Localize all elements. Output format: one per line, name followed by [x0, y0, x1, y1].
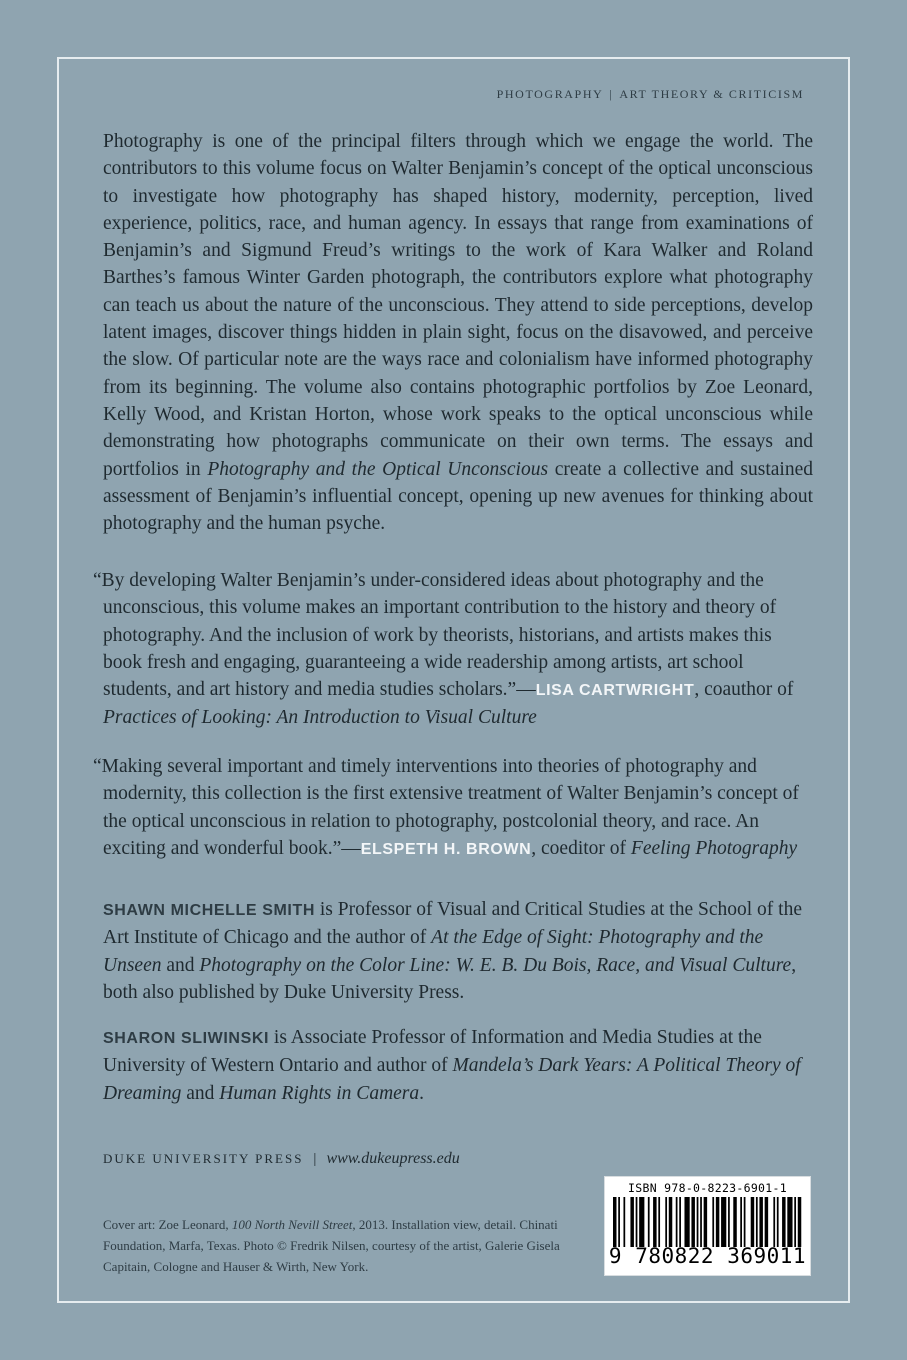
description-text-2: create a collective and sustained assessment of Benjamin’s influential concept, opening up new avenues for thinking about photography and the human psyche. [103, 458, 814, 535]
barcode-bar [756, 1197, 758, 1247]
barcode-bar [704, 1197, 707, 1247]
barcode-bar [639, 1197, 644, 1247]
category-art-theory: ART THEORY & CRITICISM [619, 87, 804, 101]
barcode-bar [712, 1197, 714, 1247]
bio-work-1: At the Edge of Sight: Photography and the Unseen [103, 927, 764, 976]
bio-work-1: Mandela’s Dark Years: A Political Theory of Dreaming [103, 1055, 801, 1104]
barcode-bar [636, 1197, 638, 1247]
barcode-bar [721, 1197, 726, 1247]
barcode-bar [782, 1197, 785, 1247]
barcode-bar [684, 1197, 689, 1247]
bio-work-2: Photography on the Color Line: W. E. B. Du Bois, Race, and Visual Culture [199, 954, 792, 976]
publisher-url: www.dukeupress.edu [326, 1150, 460, 1167]
blurb-work-title: Practices of Looking: An Introduction to Visual Culture [103, 707, 537, 729]
bio-text-2: and [181, 1082, 220, 1104]
category-separator: | [609, 87, 614, 101]
barcode-bar [759, 1197, 762, 1247]
bio-sharon-sliwinski [103, 1024, 815, 1107]
category-photography: PHOTOGRAPHY [496, 87, 604, 101]
blurb-cartwright [93, 567, 813, 732]
bio-text-3: , both also published by Duke University Press. [103, 954, 797, 1003]
barcode-bar [630, 1197, 633, 1247]
bio-text-1: is Professor of Visual and Critical Studies at the School of the Art Institute of Chicago and the author of [103, 899, 802, 949]
barcode-bar [751, 1197, 754, 1247]
barcode-bar [773, 1197, 775, 1247]
blurb-paragraph [93, 567, 813, 732]
subject-category [497, 87, 804, 102]
blurb-work-title: Feeling Photography [630, 837, 798, 859]
bio-paragraph [103, 1024, 815, 1107]
barcode-bar [744, 1197, 746, 1247]
publisher-separator: | [313, 1151, 317, 1167]
description-paragraph [103, 128, 813, 537]
credit-work-title: 100 North Nevill Street [231, 1217, 353, 1232]
credit-prefix: Cover art: Zoe Leonard, [103, 1217, 232, 1232]
cover-art-credit [103, 1214, 573, 1277]
barcode-bar [613, 1197, 616, 1247]
book-description [103, 128, 813, 537]
barcode-bar [648, 1197, 650, 1247]
description-text-1: Photography is one of the principal filters through which we engage the world. The contributors to this volume focus on Walter Benjamin’s concept of the optical unconscious to investigate how photography has shaped history, modernity, perception, lived experience, politics, race, and human agency. In essays that range from examinations of Benjamin’s and Sigmund Freud’s writings to the work of Kara Walker and Roland Barthes’s famous Winter Garden photograph, the contributors explore what photography can teach us about the nature of the unconscious. They attend to side perceptions, develop latent images, discover things hidden in plain sight, focus on the disavowed, and perceive the slow. Of particular note are the ways race and colonialism have informed photography from its beginning. The volume also contains photographic portfolios by Zoe Leonard, Kelly Wood, and Kristan Horton, whose work speaks to the optical unconscious while demonstrating how photographs communicate on their own terms. The essays and portfolios in [103, 131, 813, 480]
bio-text-2: and [161, 954, 200, 976]
barcode-bar [798, 1197, 801, 1247]
barcode-bar [740, 1197, 742, 1247]
barcode-bar [665, 1197, 667, 1247]
barcode-bar [653, 1197, 656, 1247]
bio-work-2: Human Rights in Camera [219, 1082, 420, 1104]
barcode-bar [787, 1197, 792, 1247]
barcode-bar [623, 1197, 625, 1247]
blurb-text: “By developing Walter Benjamin’s under-considered ideas about photography and the unconscious, this volume makes an important contribution to the history and theory of photography. And the inclusion of work by theorists, historians, and artists makes this book fresh and engaging, guaranteeing a wide readership among artists, art school students, and art history and media studies scholars.”— [93, 570, 777, 701]
blurb-brown [93, 753, 813, 863]
barcode-bar [765, 1197, 768, 1247]
barcode-bar [691, 1197, 694, 1247]
isbn-barcode [604, 1176, 811, 1276]
credit-paragraph [103, 1214, 573, 1277]
barcode-bar [669, 1197, 672, 1247]
barcode-bar [728, 1197, 730, 1247]
barcode-bar [658, 1197, 660, 1247]
description-book-title: Photography and the Optical Unconscious [207, 458, 549, 480]
blurb-role: , coeditor of [531, 837, 631, 859]
barcode-bar [794, 1197, 796, 1247]
bio-text-1: is Associate Professor of Information and Media Studies at the University of Western Ontario and author of [103, 1027, 762, 1077]
blurb-author-name: ELSPETH H. BROWN [360, 840, 532, 858]
barcode-bar [676, 1197, 678, 1247]
blurb-author-name: LISA CARTWRIGHT [535, 682, 695, 700]
barcode-bars [613, 1197, 803, 1247]
bio-paragraph [103, 896, 815, 1006]
isbn-label: ISBN 978-0-8223-6901-1 [628, 1181, 787, 1195]
barcode-bar [679, 1197, 681, 1247]
barcode-bar [618, 1197, 620, 1247]
blurb-role: , coauthor of [694, 679, 794, 701]
blurb-text: “Making several important and timely interventions into theories of photography and modernity, this collection is the first extensive treatment of Walter Benjamin’s concept of the optical unconscious in relation to photography, postcolonial theory, and race. An exciting and wonderful book.”— [93, 756, 799, 859]
bio-shawn-michelle-smith [103, 896, 815, 1006]
publisher-line [103, 1150, 460, 1168]
publisher-name: DUKE UNIVERSITY PRESS [103, 1151, 304, 1166]
barcode-bar [697, 1197, 699, 1247]
barcode-bar [777, 1197, 779, 1247]
bio-author-name: SHAWN MICHELLE SMITH [103, 902, 315, 919]
barcode-bar [733, 1197, 736, 1247]
bio-author-name: SHARON SLIWINSKI [103, 1030, 270, 1047]
credit-suffix: , 2013. Installation view, detail. Chinati Foundation, Marfa, Texas. Photo © Fredrik Nilsen, courtesy of the artist, Galerie Gisela Capitain, Cologne and Hauser & Wirth, New York. [103, 1217, 560, 1274]
barcode-bar [700, 1197, 702, 1247]
barcode-digits: 9 780822 369011 [608, 1244, 807, 1268]
barcode-bar [716, 1197, 719, 1247]
bio-text-3: . [419, 1082, 425, 1104]
blurb-paragraph [93, 753, 813, 863]
